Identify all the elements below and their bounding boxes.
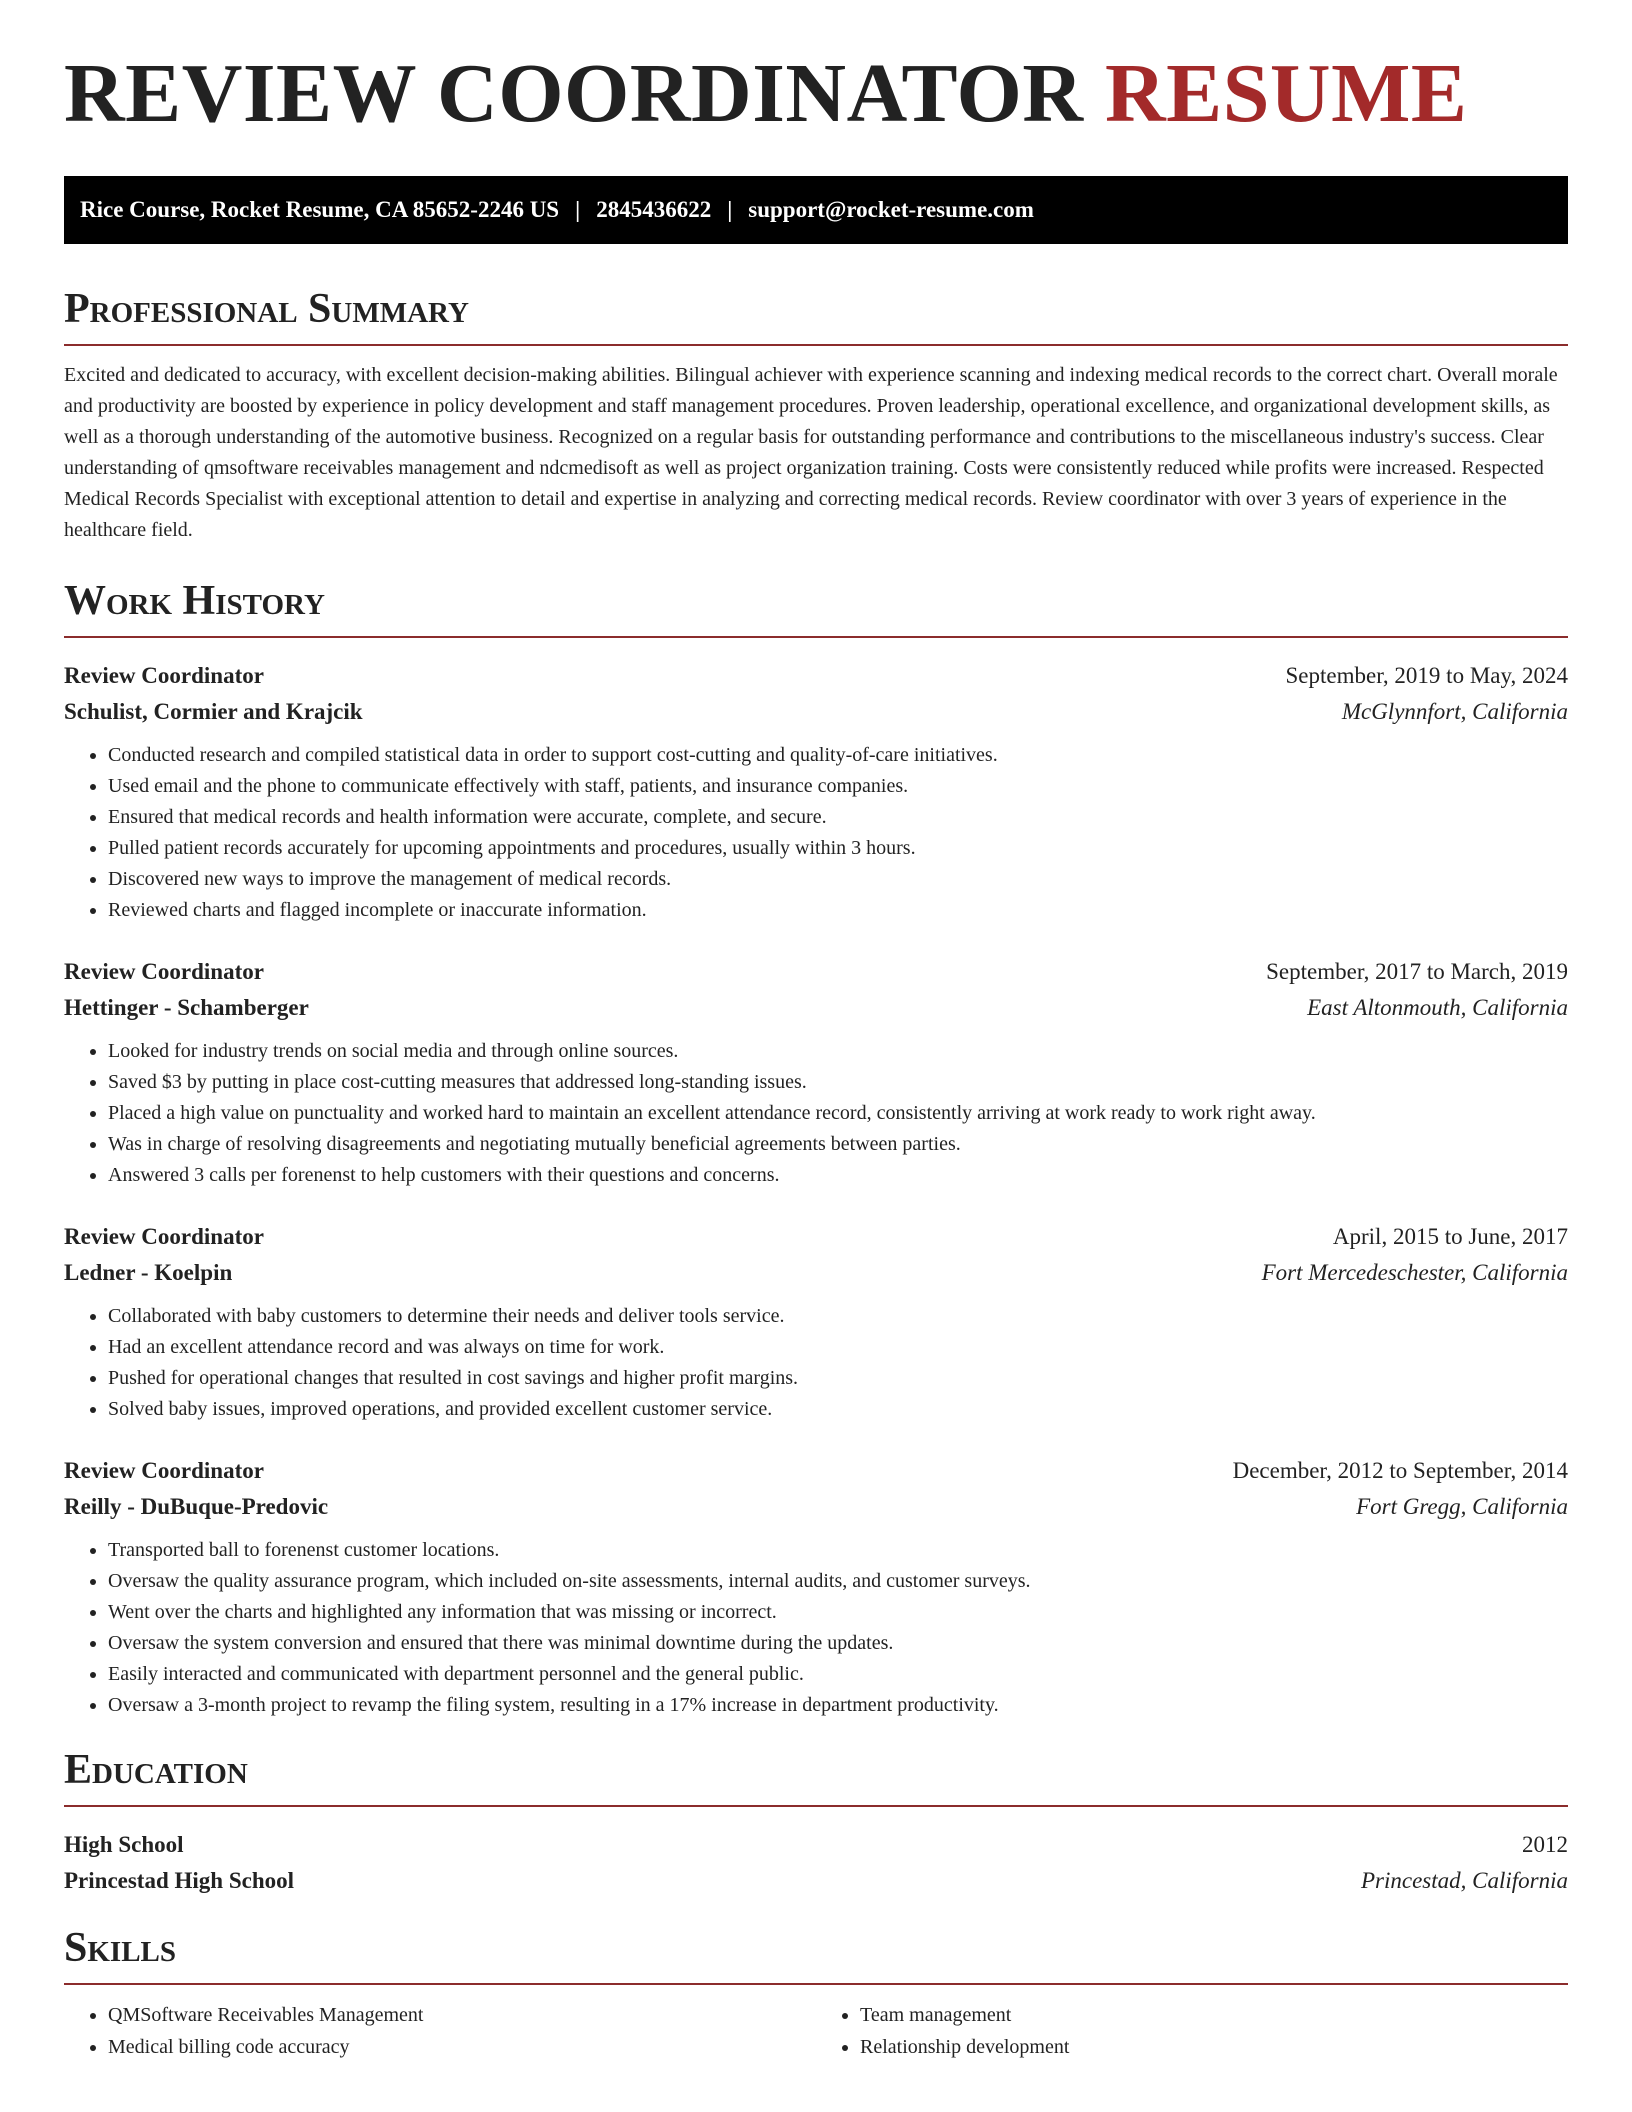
education-school: Princestad High School xyxy=(64,1868,295,1893)
job-location: Fort Mercedeschester, California xyxy=(1261,1260,1568,1285)
skill-item: • Team management xyxy=(860,1999,1568,2031)
job-title: Review Coordinator xyxy=(64,663,264,688)
job-company-row xyxy=(64,990,1568,1026)
job-entry xyxy=(64,1453,1568,1721)
resume-title xyxy=(64,0,1568,140)
job-bullet: • Pulled patient records accurately for upcoming appointments and procedures, usually within 3 hours. xyxy=(108,833,1568,864)
job-bullet: • Oversaw the quality assurance program, which included on-site assessments, internal audits, and customer surveys. xyxy=(108,1566,1568,1597)
job-header xyxy=(64,1453,1568,1489)
job-bullet: • Oversaw a 3-month project to revamp the filing system, resulting in a 17% increase in department productivity. xyxy=(108,1690,1568,1721)
education-heading: Education xyxy=(64,1749,1568,1807)
job-bullet: • Used email and the phone to communicate effectively with staff, patients, and insurance companies. xyxy=(108,771,1568,802)
job-bullet: • Pushed for operational changes that resulted in cost savings and higher profit margins. xyxy=(108,1363,1568,1394)
job-entry xyxy=(64,658,1568,926)
job-dates: September, 2017 to March, 2019 xyxy=(1266,959,1568,984)
job-bullet: • Had an excellent attendance record and was always on time for work. xyxy=(108,1332,1568,1363)
job-bullet: • Went over the charts and highlighted any information that was missing or incorrect. xyxy=(108,1597,1568,1628)
skills-column-left xyxy=(64,1999,816,2063)
job-dates: December, 2012 to September, 2014 xyxy=(1232,1458,1568,1483)
title-accent: RESUME xyxy=(1105,47,1468,140)
job-company: Reilly - DuBuque-Predovic xyxy=(64,1494,329,1519)
job-bullet: • Answered 3 calls per forenenst to help customers with their questions and concerns. xyxy=(108,1160,1568,1191)
job-bullets xyxy=(64,740,1568,926)
job-company-row xyxy=(64,694,1568,730)
job-bullet: • Solved baby issues, improved operations, and provided excellent customer service. xyxy=(108,1394,1568,1425)
job-bullets xyxy=(64,1036,1568,1191)
job-dates: April, 2015 to June, 2017 xyxy=(1332,1224,1568,1249)
job-title: Review Coordinator xyxy=(64,1224,264,1249)
job-bullet: • Saved $3 by putting in place cost-cutting measures that addressed long-standing issues. xyxy=(108,1067,1568,1098)
summary-heading: Professional Summary xyxy=(64,288,1568,346)
education-location: Princestad, California xyxy=(1361,1868,1568,1893)
skills-grid xyxy=(64,1999,1568,2063)
job-title: Review Coordinator xyxy=(64,1458,264,1483)
education-degree: High School xyxy=(64,1832,184,1857)
job-company: Schulist, Cormier and Krajcik xyxy=(64,699,363,724)
job-header xyxy=(64,1219,1568,1255)
contact-email: support@rocket-resume.com xyxy=(748,197,1034,222)
job-entry xyxy=(64,1219,1568,1425)
job-bullet: • Collaborated with baby customers to determine their needs and deliver tools service. xyxy=(108,1301,1568,1332)
education-year: 2012 xyxy=(1522,1832,1568,1857)
work-history-heading: Work History xyxy=(64,580,1568,638)
skill-item: • Medical billing code accuracy xyxy=(108,2031,816,2063)
skill-item: • Relationship development xyxy=(860,2031,1568,2063)
skills-heading: Skills xyxy=(64,1927,1568,1985)
contact-address: Rice Course, Rocket Resume, CA 85652-2246 US xyxy=(80,197,560,222)
job-company: Ledner - Koelpin xyxy=(64,1260,233,1285)
job-location: East Altonmouth, California xyxy=(1307,995,1568,1020)
skill-item: • QMSoftware Receivables Management xyxy=(108,1999,816,2031)
job-location: McGlynnfort, California xyxy=(1341,699,1568,724)
job-bullet: • Conducted research and compiled statistical data in order to support cost-cutting and quality-of-care initiatives. xyxy=(108,740,1568,771)
job-company-row xyxy=(64,1489,1568,1525)
job-company: Hettinger - Schamberger xyxy=(64,995,309,1020)
job-entry xyxy=(64,954,1568,1191)
job-bullets xyxy=(64,1535,1568,1721)
job-company-row xyxy=(64,1255,1568,1291)
job-header xyxy=(64,658,1568,694)
job-bullet: • Reviewed charts and flagged incomplete or inaccurate information. xyxy=(108,895,1568,926)
summary-text: Excited and dedicated to accuracy, with excellent decision-making abilities. Bilingual achiever with experience scanning and indexing medical records to the correct chart. Overall morale and productivity are boosted by experience in policy development and staff management procedures. Proven leadership, operational excellence, and organizational development skills, as well as a thorough understanding of the automotive business. Recognized on a regular basis for outstanding performance and contributions to the miscellaneous industry's success. Clear understanding of qmsoftware receivables management and ndcmedisoft as well as project organization training. Costs were consistently reduced while profits were increased. Respected Medical Records Specialist with exceptional attention to detail and expertise in analyzing and correcting medical records. Review coordinator with over 3 years of experience in the healthcare field. xyxy=(64,364,1558,541)
title-main: REVIEW COORDINATOR xyxy=(64,47,1084,140)
contact-bar xyxy=(64,176,1568,244)
contact-phone: 2845436622 xyxy=(596,197,712,222)
job-bullet: • Ensured that medical records and health information were accurate, complete, and secure. xyxy=(108,802,1568,833)
job-header xyxy=(64,954,1568,990)
job-title: Review Coordinator xyxy=(64,959,264,984)
education-entry xyxy=(64,1827,1568,1899)
job-bullet: • Discovered new ways to improve the management of medical records. xyxy=(108,864,1568,895)
job-location: Fort Gregg, California xyxy=(1356,1494,1568,1519)
job-bullets xyxy=(64,1301,1568,1425)
contact-separator: | xyxy=(727,197,733,222)
job-bullet: • Looked for industry trends on social media and through online sources. xyxy=(108,1036,1568,1067)
education-school-row xyxy=(64,1863,1568,1899)
contact-separator: | xyxy=(575,197,581,222)
education-header xyxy=(64,1827,1568,1863)
job-bullet: • Oversaw the system conversion and ensured that there was minimal downtime during the updates. xyxy=(108,1628,1568,1659)
skills-column-right xyxy=(816,1999,1568,2063)
job-bullet: • Easily interacted and communicated with department personnel and the general public. xyxy=(108,1659,1568,1690)
job-bullet: • Transported ball to forenenst customer locations. xyxy=(108,1535,1568,1566)
job-bullet: • Was in charge of resolving disagreements and negotiating mutually beneficial agreements between parties. xyxy=(108,1129,1568,1160)
job-bullet: • Placed a high value on punctuality and worked hard to maintain an excellent attendance record, consistently arriving at work ready to work right away. xyxy=(108,1098,1568,1129)
job-dates: September, 2019 to May, 2024 xyxy=(1285,663,1568,688)
